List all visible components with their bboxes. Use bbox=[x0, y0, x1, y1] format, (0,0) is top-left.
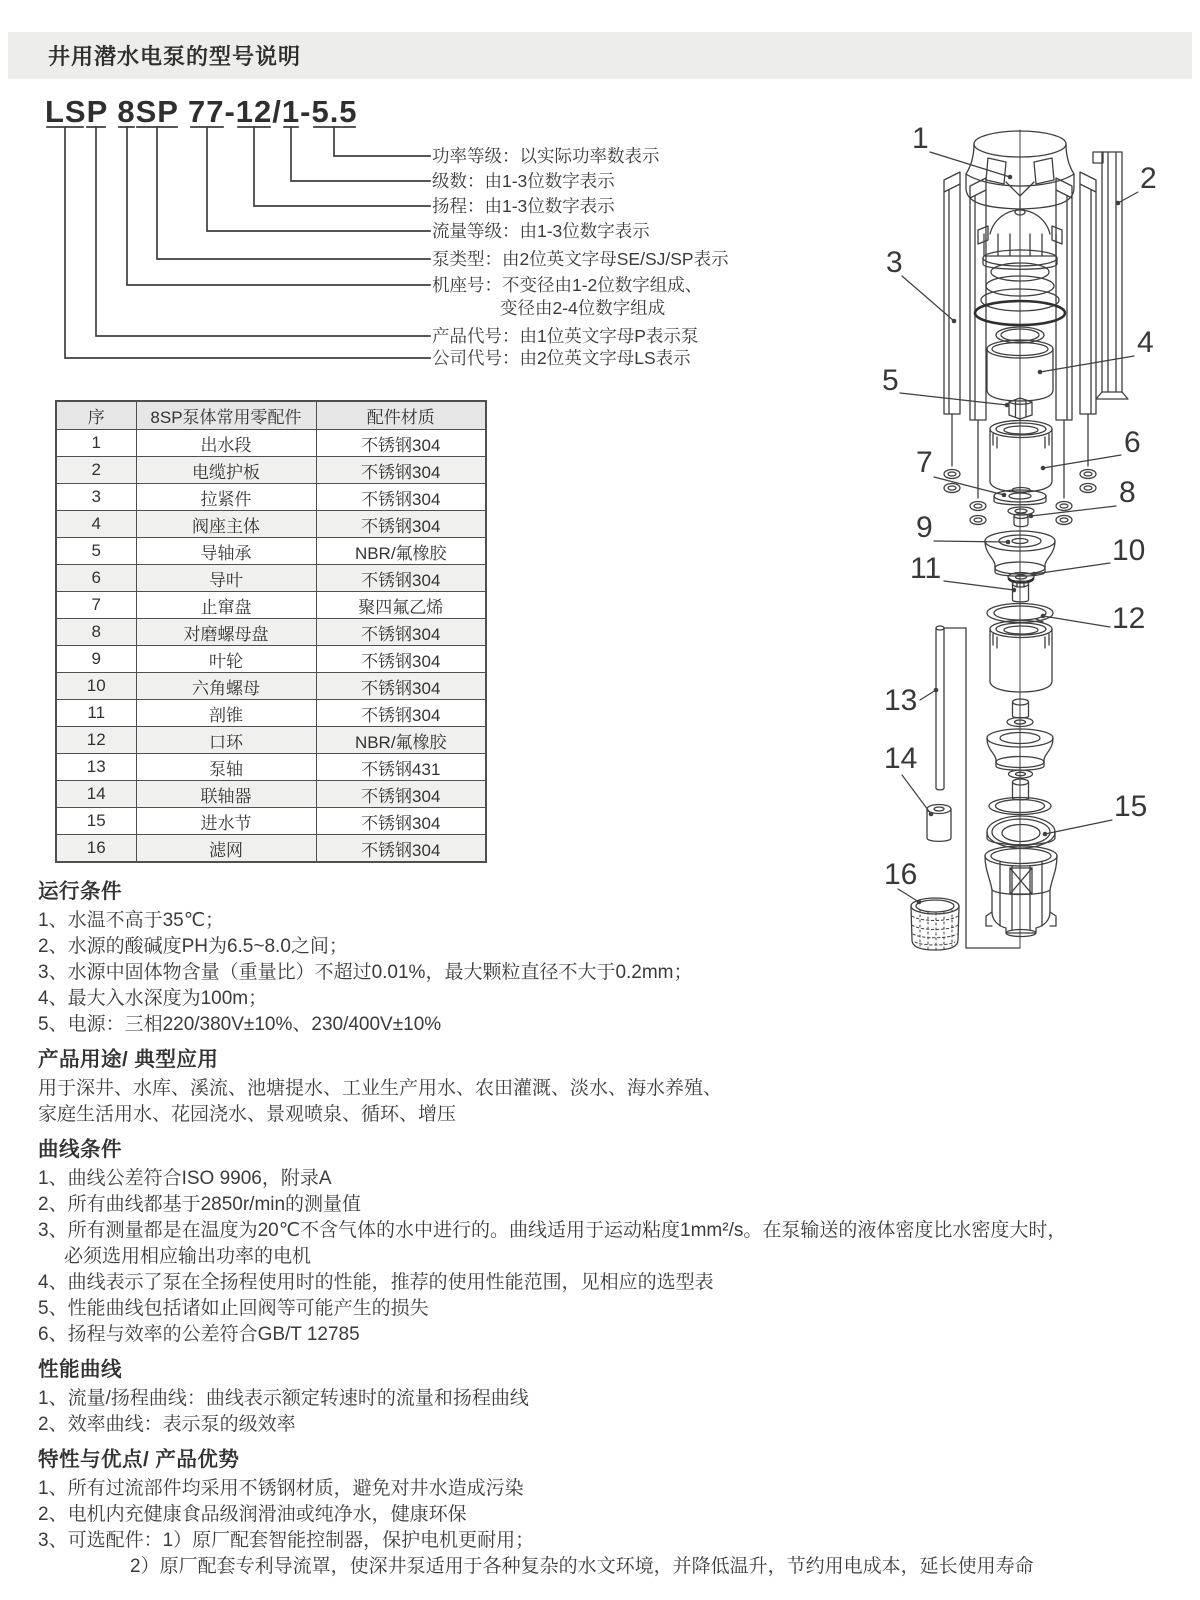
table-cell: 7 bbox=[56, 592, 136, 619]
table-cell: 电缆护板 bbox=[136, 457, 316, 484]
part-number-label: 5 bbox=[882, 364, 899, 397]
table-row bbox=[56, 484, 486, 511]
part-number-label: 10 bbox=[1112, 534, 1146, 567]
table-cell: 不锈钢304 bbox=[316, 835, 486, 863]
part-number-label: 7 bbox=[916, 446, 933, 479]
table-cell: 2 bbox=[56, 457, 136, 484]
model-code-tree bbox=[40, 118, 440, 368]
section-line: 1、水温不高于35℃； bbox=[38, 910, 225, 931]
table-cell: 拉紧件 bbox=[136, 484, 316, 511]
table-cell: 3 bbox=[56, 484, 136, 511]
table-cell: 剖锥 bbox=[136, 700, 316, 727]
model-annotation: 机座号：不变径由1-2位数字组成、 bbox=[432, 275, 703, 295]
part-number-label: 6 bbox=[1124, 426, 1141, 459]
section-line: 2、水源的酸碱度PH为6.5~8.0之间； bbox=[38, 936, 348, 957]
table-header-row bbox=[56, 401, 486, 430]
table-cell: 止窜盘 bbox=[136, 592, 316, 619]
section-line: 1、所有过流部件均采用不锈钢材质，避免对井水造成污染 bbox=[38, 1478, 524, 1499]
section-line: 2）原厂配套专利导流罩，使深井泵适用于各种复杂的水文环境，并降低温升，节约用电成本，延长使用寿命 bbox=[130, 1556, 1034, 1577]
table-cell: 8 bbox=[56, 619, 136, 646]
model-annotation: 功率等级：以实际功率数表示 bbox=[432, 146, 660, 166]
part-number-label: 11 bbox=[910, 552, 942, 585]
table-row bbox=[56, 673, 486, 700]
table-cell: 不锈钢304 bbox=[316, 808, 486, 835]
section-line: 必须选用相应输出功率的电机 bbox=[64, 1246, 312, 1267]
model-annotation: 流量等级：由1-3位数字表示 bbox=[432, 221, 650, 241]
model-annotation: 扬程：由1-3位数字表示 bbox=[432, 196, 615, 216]
section-line: 6、扬程与效率的公差符合GB/T 12785 bbox=[38, 1324, 360, 1345]
table-cell: 出水段 bbox=[136, 430, 316, 457]
table-header-cell: 配件材质 bbox=[316, 401, 486, 430]
section-line: 4、曲线表示了泵在全扬程使用时的性能，推荐的使用性能范围，见相应的选型表 bbox=[38, 1272, 714, 1293]
table-cell: NBR/氟橡胶 bbox=[316, 727, 486, 754]
table-row bbox=[56, 781, 486, 808]
section-heading: 特性与优点/ 产品优势 bbox=[38, 1448, 240, 1471]
table-cell: 叶轮 bbox=[136, 646, 316, 673]
table-row bbox=[56, 646, 486, 673]
table-cell: NBR/氟橡胶 bbox=[316, 538, 486, 565]
part-number-label: 1 bbox=[912, 122, 929, 155]
table-row bbox=[56, 565, 486, 592]
table-cell: 不锈钢431 bbox=[316, 754, 486, 781]
sections bbox=[38, 870, 1188, 1580]
section-line: 4、最大入水深度为100m； bbox=[38, 988, 268, 1009]
model-code: LSP 8SP 77-12/1-5.5 bbox=[45, 94, 358, 129]
table-row bbox=[56, 754, 486, 781]
table-cell: 13 bbox=[56, 754, 136, 781]
section-line: 2、电机内充健康食品级润滑油或纯净水，健康环保 bbox=[38, 1504, 467, 1525]
table-cell: 不锈钢304 bbox=[316, 511, 486, 538]
parts-table bbox=[55, 400, 487, 863]
table-cell: 12 bbox=[56, 727, 136, 754]
table-cell: 进水节 bbox=[136, 808, 316, 835]
table-cell: 聚四氟乙烯 bbox=[316, 592, 486, 619]
table-row bbox=[56, 457, 486, 484]
section-heading: 性能曲线 bbox=[38, 1358, 122, 1381]
leader-dots bbox=[917, 175, 1121, 905]
part-number-label: 13 bbox=[884, 684, 918, 717]
table-cell: 不锈钢304 bbox=[316, 619, 486, 646]
part-number-label: 12 bbox=[1112, 602, 1146, 635]
table-cell: 9 bbox=[56, 646, 136, 673]
part-coupling bbox=[927, 805, 951, 842]
table-cell: 导叶 bbox=[136, 565, 316, 592]
table-cell: 14 bbox=[56, 781, 136, 808]
table-header-cell: 8SP泵体常用零配件 bbox=[136, 401, 316, 430]
section-line: 3、所有测量都是在温度为20℃不含气体的水中进行的。曲线适用于运动粘度1mm²/s。在泵输送的液体密度比水密度大时， bbox=[38, 1220, 1067, 1241]
table-cell: 滤网 bbox=[136, 835, 316, 863]
part-number-label: 16 bbox=[884, 858, 918, 891]
table-cell: 16 bbox=[56, 835, 136, 863]
table-cell: 阀座主体 bbox=[136, 511, 316, 538]
table-cell: 不锈钢304 bbox=[316, 565, 486, 592]
part-number-label: 8 bbox=[1119, 476, 1136, 509]
table-row bbox=[56, 808, 486, 835]
part-number-label: 14 bbox=[884, 742, 918, 775]
section-line: 5、电源：三相220/380V±10%、230/400V±10% bbox=[38, 1014, 442, 1035]
section-heading: 产品用途/ 典型应用 bbox=[38, 1048, 219, 1071]
section-line: 1、曲线公差符合ISO 9906，附录A bbox=[38, 1168, 332, 1189]
table-cell: 不锈钢304 bbox=[316, 430, 486, 457]
section-line: 家庭生活用水、花园浇水、景观喷泉、循环、增压 bbox=[38, 1104, 457, 1125]
table-row bbox=[56, 700, 486, 727]
model-annotation: 级数：由1-3位数字表示 bbox=[432, 171, 615, 191]
table-cell: 导轴承 bbox=[136, 538, 316, 565]
table-cell: 不锈钢304 bbox=[316, 646, 486, 673]
part-number-label: 4 bbox=[1137, 326, 1154, 359]
table-row bbox=[56, 727, 486, 754]
model-annotation: 公司代号：由2位英文字母LS表示 bbox=[432, 348, 691, 368]
part-number-label: 9 bbox=[916, 511, 933, 544]
table-cell: 对磨螺母盘 bbox=[136, 619, 316, 646]
page-title: 井用潜水电泵的型号说明 bbox=[48, 44, 302, 69]
table-row bbox=[56, 835, 486, 863]
part-number-label: 3 bbox=[886, 246, 903, 279]
table-cell: 1 bbox=[56, 430, 136, 457]
table-cell: 10 bbox=[56, 673, 136, 700]
part-number-label: 2 bbox=[1140, 162, 1157, 195]
model-annotation: 产品代号：由1位英文字母P表示泵 bbox=[432, 326, 699, 346]
section-heading: 运行条件 bbox=[38, 880, 122, 903]
table-cell: 泵轴 bbox=[136, 754, 316, 781]
pump-exploded-diagram bbox=[840, 100, 1200, 960]
table-header-cell: 序 bbox=[56, 401, 136, 430]
parts-table-body bbox=[56, 430, 486, 863]
section-line: 2、效率曲线：表示泵的级效率 bbox=[38, 1414, 296, 1435]
table-row bbox=[56, 430, 486, 457]
part-diffuser bbox=[990, 421, 1052, 493]
table-cell: 不锈钢304 bbox=[316, 700, 486, 727]
table-cell: 不锈钢304 bbox=[316, 484, 486, 511]
table-cell: 15 bbox=[56, 808, 136, 835]
table-cell: 六角螺母 bbox=[136, 673, 316, 700]
part-diffuser-2 bbox=[990, 621, 1052, 693]
section-line: 3、水源中固体物含量（重量比）不超过0.01%，最大颗粒直径不大于0.2mm； bbox=[38, 962, 693, 983]
table-row bbox=[56, 619, 486, 646]
table-row bbox=[56, 592, 486, 619]
model-annotation: 泵类型：由2位英文字母SE/SJ/SP表示 bbox=[432, 249, 729, 269]
table-row bbox=[56, 511, 486, 538]
table-cell: 11 bbox=[56, 700, 136, 727]
table-cell: 6 bbox=[56, 565, 136, 592]
model-annotation: 变径由2-4位数字组成 bbox=[500, 298, 666, 318]
section-line: 2、所有曲线都基于2850r/min的测量值 bbox=[38, 1194, 362, 1215]
table-cell: 4 bbox=[56, 511, 136, 538]
table-cell: 不锈钢304 bbox=[316, 457, 486, 484]
table-row bbox=[56, 538, 486, 565]
section-line: 3、可选配件：1）原厂配套智能控制器，保护电机更耐用； bbox=[38, 1530, 535, 1551]
section-line: 1、流量/扬程曲线：曲线表示额定转速时的流量和扬程曲线 bbox=[38, 1388, 529, 1409]
table-cell: 口环 bbox=[136, 727, 316, 754]
table-cell: 不锈钢304 bbox=[316, 673, 486, 700]
section-line: 5、性能曲线包括诸如止回阀等可能产生的损失 bbox=[38, 1298, 429, 1319]
section-line: 用于深井、水库、溪流、池塘提水、工业生产用水、农田灌溉、淡水、海水养殖、 bbox=[38, 1078, 723, 1099]
table-cell: 5 bbox=[56, 538, 136, 565]
part-number-label: 15 bbox=[1114, 790, 1148, 823]
section-heading: 曲线条件 bbox=[38, 1138, 122, 1161]
table-cell: 联轴器 bbox=[136, 781, 316, 808]
table-cell: 不锈钢304 bbox=[316, 781, 486, 808]
